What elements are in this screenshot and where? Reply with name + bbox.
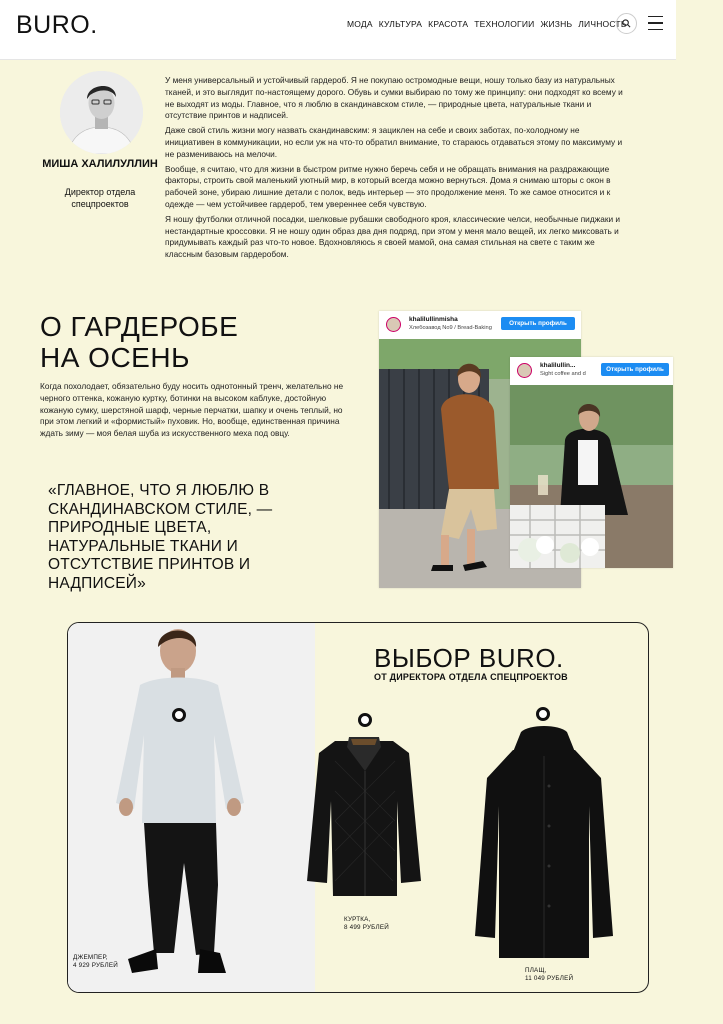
bio-paragraph: Даже свой стиль жизни могу назвать скандинавским: я зациклен на себе и своих заботах, по-холодному не инициативен в коммуникации, но если уж на что-то обратил внимание, то стараюсь отдаваться этому по максимуму и не размениваюсь на мелочи.: [165, 125, 623, 159]
product-image-jumper[interactable]: [68, 623, 315, 993]
instagram-username[interactable]: khalilullin...: [540, 362, 576, 369]
product-label-coat: [525, 967, 573, 983]
open-profile-button[interactable]: Открыть профиль: [601, 363, 669, 376]
instagram-embed[interactable]: [510, 357, 673, 568]
nav-item-zhizn[interactable]: ЖИЗНЬ: [540, 19, 573, 29]
product-hotspot[interactable]: [172, 708, 186, 722]
bio-paragraph: У меня универсальный и устойчивый гардероб. Я не покупаю остромодные вещи, ношу только базу из натуральных тканей, и это выглядит по-настоящему дорого. Обувь и сумки выбираю по тому же принципу: они подходят ко всему и не выходят из моды. Главное, что я люблю в скандинавском стиле, — природные цвета, натуральные ткани и отсутствие принтов и надписей.: [165, 75, 623, 121]
picks-subtitle: ОТ ДИРЕКТОРА ОТДЕЛА СПЕЦПРОЕКТОВ: [374, 672, 568, 682]
bio-paragraph: Я ношу футболки отличной посадки, шелковые рубашки свободного кроя, классические челси, необычные пиджаки и нестандартные кроссовки. Я не ношу один образ два дня подряд, при этом у меня мало вещей, их легко миксовать и придумывать каждый раз что-то новое. Вдохновляюсь я своей мамой, она самая стильная на свете с таким же классным базовым гардеробом.: [165, 213, 621, 260]
section-paragraph: Когда похолодает, обязательно буду носить однотонный тренч, желательно не черного оттенка, кожаную куртку, ботинки на высоком каблуке, достойную кожаную сумку, шерстяной шарф, черные перчатки, шапку и очень теплый, но при этом легкий и «формистый» пуховик. Но, вообще, единственная причина ждать зиму — моя белая шуба из искусственного меха под овцу.: [40, 381, 344, 439]
author-bio: [165, 75, 627, 264]
search-icon: [622, 19, 631, 28]
product-hotspot[interactable]: [536, 707, 550, 721]
search-button[interactable]: [616, 13, 637, 34]
instagram-photo: [510, 385, 673, 568]
hamburger-menu-icon[interactable]: [648, 16, 663, 30]
product-name: ДЖЕМПЕР,: [73, 954, 108, 961]
product-name: КУРТКА,: [344, 916, 371, 923]
section-title-line: НА ОСЕНЬ: [40, 342, 190, 373]
instagram-avatar: [517, 363, 532, 378]
buro-logo[interactable]: BURO.: [16, 11, 98, 39]
instagram-location: Sight coffee and d: [540, 371, 586, 377]
product-hotspot[interactable]: [358, 713, 372, 727]
product-name: ПЛАЩ,: [525, 967, 547, 974]
product-price: 8 499 РУБЛЕЙ: [344, 924, 389, 931]
pull-quote: «ГЛАВНОЕ, ЧТО Я ЛЮБЛЮ В СКАНДИНАВСКОМ СТИЛЕ, — ПРИРОДНЫЕ ЦВЕТА, НАТУРАЛЬНЫЕ ТКАНИ И ОТСУТСТВИЕ ПРИНТОВ И НАДПИСЕЙ»: [48, 482, 273, 592]
picks-title: ВЫБОР BURO.: [374, 643, 564, 673]
main-nav: [347, 19, 627, 29]
site-header: [0, 0, 676, 60]
nav-item-kultura[interactable]: КУЛЬТУРА: [378, 19, 423, 29]
product-price: 4 929 РУБЛЕЙ: [73, 962, 118, 969]
instagram-location: Хлебозавод No9 / Bread-Baking: [409, 325, 492, 331]
author-role: Директор отдела спецпроектов: [64, 187, 136, 209]
author-name: МИША ХАЛИЛУЛЛИН: [42, 158, 158, 170]
product-label-jacket: [344, 916, 389, 932]
author-avatar: [60, 71, 143, 154]
product-price: 11 049 РУБЛЕЙ: [525, 975, 574, 982]
product-image-coat[interactable]: [473, 726, 615, 958]
product-label-jumper: [73, 954, 118, 970]
section-title: [40, 311, 238, 373]
section-title-line: О ГАРДЕРОБЕ: [40, 311, 239, 342]
open-profile-button[interactable]: Открыть профиль: [501, 317, 575, 330]
nav-item-tehnologii[interactable]: ТЕХНОЛОГИИ: [474, 19, 535, 29]
instagram-avatar: [386, 317, 401, 332]
instagram-header: [379, 311, 581, 339]
instagram-header: [510, 357, 673, 385]
nav-item-moda[interactable]: МОДА: [347, 19, 373, 29]
nav-item-krasota[interactable]: КРАСОТА: [428, 19, 469, 29]
instagram-username[interactable]: khalilullinmisha: [409, 316, 458, 323]
bio-paragraph: Вообще, я считаю, что для жизни в быстром ритме нужно беречь себя и не обращать внимания на раздражающие факторы, строить свой маленький уютный мир, в который всегда можно вернуться. Дома я снимаю шторы с окон в рабочей зоне, убираю лишние детали с полок, ведь интерьер — это продолжение меня. То же самое относится и к одежде — чем устойчивее гардероб, тем увереннее себя чувствую.: [165, 163, 611, 209]
product-image-jacket[interactable]: [305, 731, 423, 896]
product-model-panel: [68, 623, 315, 993]
buro-picks-card: [67, 622, 649, 993]
nav-item-lichnost[interactable]: ЛИЧНОСТЬ: [578, 19, 627, 29]
